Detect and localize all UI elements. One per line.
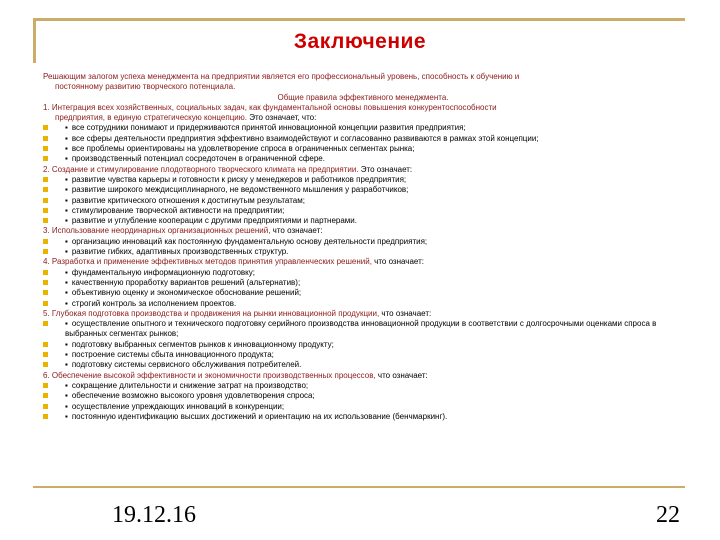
slide-date: 19.12.16 — [112, 502, 196, 528]
bullet-square-icon — [43, 218, 48, 223]
list-item: ▪ развитие и углубление кооперации с другими предприятиями и партнерами. — [43, 216, 683, 226]
bullet-square-icon — [43, 352, 48, 357]
list-item: ▪ развитие критического отношения к достигнутым результатам; — [43, 196, 683, 206]
section-6-tail: что означает: — [375, 370, 428, 380]
list-item: ▪ сокращение длительности и снижение затрат на производство; — [43, 381, 683, 391]
list-item: ▪ качественную проработку вариантов решений (альтернатив); — [43, 278, 683, 288]
section-6-heading: 6. Обеспечение высокой эффективности и экономичности производственных процессов, — [43, 370, 376, 380]
frame-top-border — [33, 18, 685, 21]
section-heading — [43, 103, 683, 124]
section-2-heading: 2. Создание и стимулирование плодотворного творческого климата на предприятии. — [43, 164, 359, 174]
intro-line-1: Решающим залогом успеха менеджмента на предприятии является его профессиональный уровень, способность к обучению и — [43, 72, 520, 81]
bullet-square-icon — [43, 177, 48, 182]
section-3-tail: что означает: — [270, 226, 323, 236]
list-item: ▪ строгий контроль за исполнением проектов. — [43, 299, 683, 309]
section-4-heading: 4. Разработка и применение эффективных методов принятия управленческих решений, — [43, 257, 372, 267]
list-item: ▪ объективную оценку и экономическое обоснование решений; — [43, 288, 683, 298]
bullet-square-icon — [43, 290, 48, 295]
section-heading — [43, 371, 683, 381]
slide-title: Заключение — [293, 30, 427, 53]
bullet-square-icon — [43, 198, 48, 203]
section-3-heading: 3. Использование неординарных организационных решений, — [43, 226, 271, 236]
section-1-heading-line-1: 1. Интеграция всех хозяйственных, социальных задач, как фундаментальной основы повышения конкурентоспособности — [43, 102, 497, 112]
bullet-square-icon — [43, 208, 48, 213]
bullet-square-icon — [43, 383, 48, 388]
bullet-square-icon — [43, 136, 48, 141]
bullet-square-icon — [43, 301, 48, 306]
list-item: ▪ производственный потенциал сосредоточен в ограниченной сфере. — [43, 154, 683, 164]
bullet-square-icon — [43, 280, 48, 285]
list-item: ▪ все сотрудники понимают и придерживаются принятой инновационной концепции развития предприятия; — [43, 123, 683, 133]
section-5-heading: 5. Глубокая подготовка производства и продвижения на рынки инновационной продукции, — [43, 308, 380, 318]
bullet-square-icon — [43, 125, 48, 130]
section-heading — [43, 257, 683, 267]
list-item: ▪ построение системы сбыта инновационного продукта; — [43, 350, 683, 360]
bullet-square-icon — [43, 404, 48, 409]
bullet-square-icon — [43, 362, 48, 367]
bullet-square-icon — [43, 146, 48, 151]
frame-bottom-border — [33, 486, 685, 488]
section-heading — [43, 165, 683, 175]
bullet-square-icon — [43, 414, 48, 419]
bullet-square-icon — [43, 393, 48, 398]
list-item: ▪ подготовку системы сервисного обслуживания потребителей. — [43, 360, 683, 370]
list-item: ▪ организацию инноваций как постоянную фундаментальную основу деятельности предприятия; — [43, 237, 683, 247]
list-item: ▪ стимулирование творческой активности на предприятии; — [43, 206, 683, 216]
list-item: ▪ осуществление опытного и технического подготовку серийного производства инновационной продукции в соответствии с долгосрочными оценками спроса в выбранных сегментах рынков; — [43, 319, 683, 340]
section-1-heading-line-2: предприятия, в единую стратегическую концепцию. — [55, 113, 247, 123]
list-item: ▪ подготовку выбранных сегментов рынков к инновационному продукту; — [43, 340, 683, 350]
section-4-tail: что означает: — [371, 257, 424, 267]
section-2-tail: Это означает: — [358, 164, 413, 174]
section-1-tail: Это означает, что: — [246, 113, 317, 123]
list-item: ▪ осуществление упреждающих инноваций в конкуренции; — [43, 402, 683, 412]
list-item: ▪ обеспечение возможно высокого уровня удовлетворения спроса; — [43, 391, 683, 401]
bullet-square-icon — [43, 156, 48, 161]
slide-content — [43, 72, 683, 422]
bullet-square-icon — [43, 249, 48, 254]
list-item: ▪ развитие широкого междисциплинарного, не ведомственного мышления у разработчиков; — [43, 185, 683, 195]
list-item: ▪ фундаментальную информационную подготовку; — [43, 268, 683, 278]
section-5-tail: что означает: — [379, 308, 432, 318]
slide-page-number: 22 — [656, 502, 680, 528]
bullet-square-icon — [43, 187, 48, 192]
section-heading — [43, 309, 683, 319]
list-item: ▪ постоянную идентификацию высших достижений и ориентацию на их использование (бенчмаркинг). — [43, 412, 683, 422]
bullet-square-icon — [43, 321, 48, 326]
section-heading — [43, 226, 683, 236]
list-item: ▪ все сферы деятельности предприятия эффективно взаимодействуют и согласованно развиваются в рамках этой концепции; — [43, 134, 683, 144]
bullet-square-icon — [43, 239, 48, 244]
list-item: ▪ развитие гибких, адаптивных производственных структур. — [43, 247, 683, 257]
list-item: ▪ все проблемы ориентированы на удовлетворение спроса в ограниченных сегментах рынка; — [43, 144, 683, 154]
rules-subtitle: Общие правила эффективного менеджмента. — [277, 92, 449, 102]
intro-line-2: постоянному развитию творческого потенциала. — [55, 82, 236, 92]
bullet-square-icon — [43, 342, 48, 347]
list-item: ▪ развитие чувства карьеры и готовности к риску у менеджеров и работников предприятия; — [43, 175, 683, 185]
intro-paragraph — [43, 72, 683, 93]
bullet-square-icon — [43, 270, 48, 275]
